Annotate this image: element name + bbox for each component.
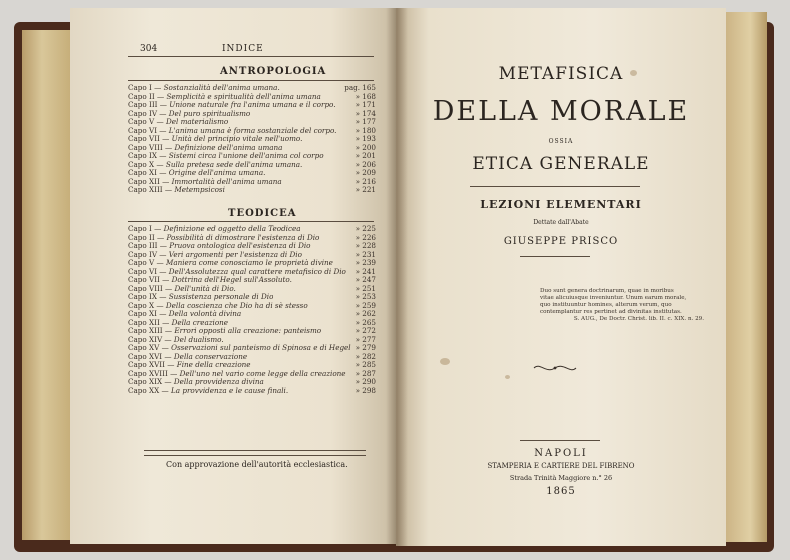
index-entry-chapter: Capo IV —	[128, 109, 167, 118]
index-entry-text: Definizione ed oggetto della Teodicea	[163, 225, 301, 233]
index-entry-page: » 279	[355, 343, 376, 352]
index-entry-title	[128, 370, 346, 379]
title-line-etica-generale: ETICA GENERALE	[472, 154, 650, 174]
subtitle: LEZIONI ELEMENTARI	[480, 198, 642, 211]
index-entry-chapter: Capo XIII —	[128, 186, 173, 194]
index-entry-text: Della creazione	[171, 318, 229, 327]
index-entry-text: Sostanzialità dell'anima umana.	[163, 84, 280, 92]
index-entry-title	[128, 276, 292, 285]
epigraph-source: S. AUG., De Doctr. Christ. lib. II. c. XIX. n. 29.	[573, 316, 704, 322]
index-entry-chapter: Capo VIII —	[128, 143, 173, 152]
header-rule	[128, 56, 374, 57]
index-entry-page: pag. 165	[344, 83, 376, 92]
index-entry-title	[128, 293, 273, 302]
index-entry-page: » 259	[355, 300, 376, 310]
index-entry	[128, 259, 376, 268]
index-entry	[128, 285, 376, 294]
index-entry-chapter: Capo IV —	[128, 250, 167, 259]
index-entry	[128, 310, 376, 319]
index-entry	[128, 93, 376, 102]
foxing-spot	[505, 375, 510, 379]
index-entry-text: Sistemi circa l'unione dell'anima col corpo	[168, 152, 324, 160]
index-entry-page: » 216	[355, 176, 376, 186]
approval-note: Con approvazione dell'autorità ecclesiastica.	[166, 460, 348, 469]
index-entry	[128, 84, 376, 93]
index-list-antropologia	[128, 84, 376, 195]
index-entry	[128, 118, 376, 127]
index-entry	[128, 152, 376, 161]
index-entry-text: Del dualismo.	[173, 335, 224, 344]
index-entry-page: » 231	[355, 249, 376, 259]
index-entry-chapter: Capo III —	[128, 101, 167, 109]
index-entry-chapter: Capo VII —	[128, 276, 170, 284]
index-entry-text: Dell'uno nel vario come legge della creazione	[179, 369, 346, 378]
author-name: GIUSEPPE PRISCO	[503, 236, 619, 247]
index-entry-text: Sulla pretesa sede dell'anima umana.	[165, 160, 303, 169]
index-entry	[128, 169, 376, 178]
index-entry-text: Dell'unità di Dio.	[174, 284, 236, 293]
index-entry	[128, 327, 376, 336]
index-entry-chapter: Capo XVI —	[128, 352, 172, 361]
index-entry-page: » 225	[355, 224, 376, 233]
index-entry	[128, 353, 376, 362]
index-entry-title	[128, 310, 241, 319]
index-entry-page: » 221	[355, 185, 376, 194]
title-rule	[470, 186, 640, 187]
index-entry-text: Veri argomenti per l'esistenza di Dio	[168, 250, 302, 259]
index-entry-page: » 180	[355, 125, 376, 135]
index-entry-title	[128, 268, 346, 277]
index-entry-title	[128, 127, 336, 136]
index-entry	[128, 293, 376, 302]
index-entry-title	[128, 344, 351, 353]
index-entry-page: » 200	[355, 142, 376, 152]
index-entry	[128, 302, 376, 311]
index-entry	[128, 127, 376, 136]
imprint-year: 1865	[546, 486, 576, 497]
index-entry	[128, 234, 376, 243]
ornament-icon	[532, 362, 578, 374]
section-title-teodicea: TEODICEA	[228, 208, 297, 219]
index-entry-title	[128, 93, 321, 102]
index-entry-text: Origine dell'anima umana.	[168, 169, 266, 177]
index-entry-page: » 206	[355, 159, 376, 169]
running-head: INDICE	[222, 44, 264, 54]
index-entry-title	[128, 225, 301, 234]
index-entry-title	[128, 169, 265, 178]
index-entry	[128, 319, 376, 328]
index-entry-page: » 247	[355, 275, 376, 284]
index-entry-chapter: Capo IX —	[128, 293, 167, 301]
index-entry-chapter: Capo I —	[128, 84, 162, 92]
index-entry-text: Sussistenza personale di Dio	[168, 293, 274, 301]
index-entry-page: » 290	[355, 377, 376, 386]
dictated-by: Dettate dall'Abate	[533, 219, 589, 226]
index-entry-chapter: Capo X —	[128, 301, 164, 310]
index-entry-title	[128, 361, 251, 370]
index-entry-chapter: Capo VI —	[128, 126, 167, 135]
index-entry-chapter: Capo II —	[128, 92, 165, 101]
index-entry-text: Errori opposti alla creazione: panteismo	[174, 327, 322, 335]
index-entry-chapter: Capo XI —	[128, 169, 167, 177]
imprint-street: Strada Trinità Maggiore n.° 26	[509, 474, 613, 482]
index-entry	[128, 370, 376, 379]
index-entry-page: » 168	[355, 91, 376, 101]
index-entry-page: » 251	[355, 283, 376, 293]
index-entry-page: » 282	[355, 351, 376, 361]
index-entry-page: » 228	[355, 241, 376, 250]
index-entry-chapter: Capo II —	[128, 233, 165, 242]
index-entry-chapter: Capo V —	[128, 259, 164, 267]
index-entry-text: Metempsicosi	[174, 186, 225, 194]
index-entry-chapter: Capo XV —	[128, 344, 169, 352]
right-page-edges	[725, 12, 767, 542]
index-entry-chapter: Capo VIII —	[128, 284, 173, 293]
index-entry-text: Semplicità e spiritualità dell'anima umana	[166, 92, 321, 101]
index-entry-text: Osservazioni sul panteismo di Spinosa e di Hegel	[171, 344, 351, 352]
index-entry-page: » 226	[355, 232, 376, 242]
index-entry-text: Della conservazione	[173, 352, 248, 361]
double-rule	[144, 450, 366, 456]
index-entry-page: » 277	[355, 334, 376, 344]
index-entry-chapter: Capo VI —	[128, 267, 167, 276]
epigraph-line: quo instituuntur homines, alterum verum, quo	[540, 302, 672, 308]
index-entry	[128, 161, 376, 170]
index-entry-page: » 193	[355, 134, 376, 143]
index-entry-chapter: Capo XI —	[128, 310, 167, 318]
index-entry-title	[128, 319, 228, 328]
index-entry-text: Della volontà divina	[168, 310, 242, 318]
index-entry-text: Del materialismo	[165, 118, 229, 126]
index-entry-page: » 265	[355, 317, 376, 327]
index-entry-title	[128, 161, 302, 170]
index-entry-chapter: Capo IX —	[128, 152, 167, 160]
epigraph-line: contemplantur res pertinet ad divinitas institutas.	[540, 309, 682, 315]
section-rule	[128, 221, 374, 222]
index-entry-chapter: Capo XII —	[128, 177, 170, 186]
index-entry-chapter: Capo XIV —	[128, 335, 172, 344]
index-entry	[128, 144, 376, 153]
index-entry-text: Dell'Assolutezza qual carattere metafisico di Dio	[168, 267, 346, 276]
title-line-della-morale: DELLA MORALE	[432, 96, 690, 127]
index-entry-text: Fine della creazione	[176, 361, 251, 369]
index-entry-title	[128, 144, 282, 153]
epigraph-line: vitae alicuiusque inveniuntur. Unum earum morale,	[540, 295, 687, 301]
index-entry-title	[128, 152, 324, 161]
foxing-spot	[440, 358, 450, 365]
index-entry	[128, 344, 376, 353]
index-entry	[128, 110, 376, 119]
index-entry-page: » 201	[355, 151, 376, 160]
index-entry-chapter: Capo VII —	[128, 135, 170, 143]
index-entry-chapter: Capo III —	[128, 242, 167, 250]
index-entry-page: » 253	[355, 292, 376, 301]
index-entry-text: Immortalità dell'anima umana	[171, 177, 282, 186]
index-entry-page: » 177	[355, 117, 376, 126]
index-entry-title	[128, 242, 311, 251]
index-entry-text: Maniera come conosciamo le proprietà divine	[165, 259, 333, 267]
index-entry-text: Dottrina dell'Hegel sull'Assoluto.	[171, 276, 292, 284]
index-entry	[128, 178, 376, 187]
index-entry-page: » 239	[355, 258, 376, 267]
index-entry-title	[128, 302, 308, 311]
index-entry-text: Possibilità di dimostrare l'esistenza di Dio	[166, 233, 320, 242]
index-entry-chapter: Capo XVII —	[128, 361, 175, 369]
index-entry-text: Unione naturale fra l'anima umana e il corpo.	[169, 101, 336, 109]
index-entry-chapter: Capo XIII —	[128, 327, 173, 335]
index-list-teodicea	[128, 225, 376, 395]
index-entry-text: Definizione dell'anima umana	[174, 143, 283, 152]
index-entry	[128, 242, 376, 251]
section-rule	[128, 80, 374, 81]
page-number: 304	[140, 44, 158, 54]
index-entry-title	[128, 178, 282, 187]
index-entry-chapter: Capo XX —	[128, 386, 169, 395]
index-entry-page: » 171	[355, 100, 376, 109]
index-entry-title	[128, 110, 250, 119]
index-entry-chapter: Capo XII —	[128, 318, 170, 327]
section-title-antropologia: ANTROPOLOGIA	[220, 66, 327, 77]
epigraph-line: Duo sunt genera doctrinarum, quae in moribus	[540, 288, 674, 294]
index-entry-title	[128, 234, 319, 243]
index-entry-title	[128, 186, 225, 195]
index-entry-chapter: Capo XVIII —	[128, 369, 178, 378]
index-entry-page: » 285	[355, 360, 376, 369]
index-entry-text: Della provvidenza divina	[173, 378, 264, 386]
index-entry-title	[128, 118, 228, 127]
author-rule	[520, 256, 590, 257]
index-entry-page: » 241	[355, 266, 376, 276]
index-entry-title	[128, 251, 302, 260]
index-entry-title	[128, 378, 264, 387]
index-entry-text: Pruova ontologica dell'esistenza di Dio	[169, 242, 311, 250]
index-entry-chapter: Capo V —	[128, 118, 164, 126]
index-entry-page: » 272	[355, 326, 376, 335]
title-line-metafisica: METAFISICA	[498, 64, 624, 84]
index-entry-page: » 209	[355, 168, 376, 177]
index-entry-title	[128, 327, 321, 336]
index-entry-title	[128, 101, 336, 110]
index-entry-title	[128, 135, 302, 144]
index-entry-chapter: Capo X —	[128, 160, 164, 169]
index-entry	[128, 378, 376, 387]
index-entry-page: » 262	[355, 309, 376, 318]
index-entry-text: Del puro spiritualismo	[168, 109, 251, 118]
index-entry-page: » 298	[355, 385, 376, 395]
index-entry-chapter: Capo I —	[128, 225, 162, 233]
imprint-printer: STAMPERIA E CARTIERE DEL FIBRENO	[487, 462, 635, 470]
index-entry-chapter: Capo XIX —	[128, 378, 172, 386]
imprint-city: NAPOLI	[534, 448, 588, 459]
index-entry	[128, 225, 376, 234]
index-entry-title	[128, 285, 236, 294]
index-entry-text: L'anima umana è forma sostanziale del corpo.	[168, 126, 337, 135]
title-ossia: OSSIA	[548, 138, 574, 145]
index-entry	[128, 276, 376, 285]
index-entry	[128, 336, 376, 345]
index-entry-page: » 287	[355, 368, 376, 378]
foxing-spot	[630, 70, 637, 76]
index-entry	[128, 135, 376, 144]
index-entry-title	[128, 353, 247, 362]
epigraph	[540, 288, 710, 323]
index-entry-title	[128, 336, 224, 345]
index-entry-text: Della coscienza che Dio ha di sè stesso	[165, 301, 308, 310]
index-entry-title	[128, 387, 288, 396]
index-entry	[128, 186, 376, 195]
left-page-edges	[22, 30, 72, 540]
index-entry	[128, 251, 376, 260]
index-entry	[128, 387, 376, 396]
index-entry	[128, 101, 376, 110]
index-entry	[128, 268, 376, 277]
index-entry-title	[128, 84, 280, 93]
index-entry-title	[128, 259, 333, 268]
index-entry-page: » 174	[355, 108, 376, 118]
imprint-rule	[520, 440, 600, 441]
index-entry-text: La provvidenza e le cause finali.	[171, 386, 289, 395]
index-entry	[128, 361, 376, 370]
index-entry-text: Unità del principio vitale nell'uomo.	[171, 135, 303, 143]
